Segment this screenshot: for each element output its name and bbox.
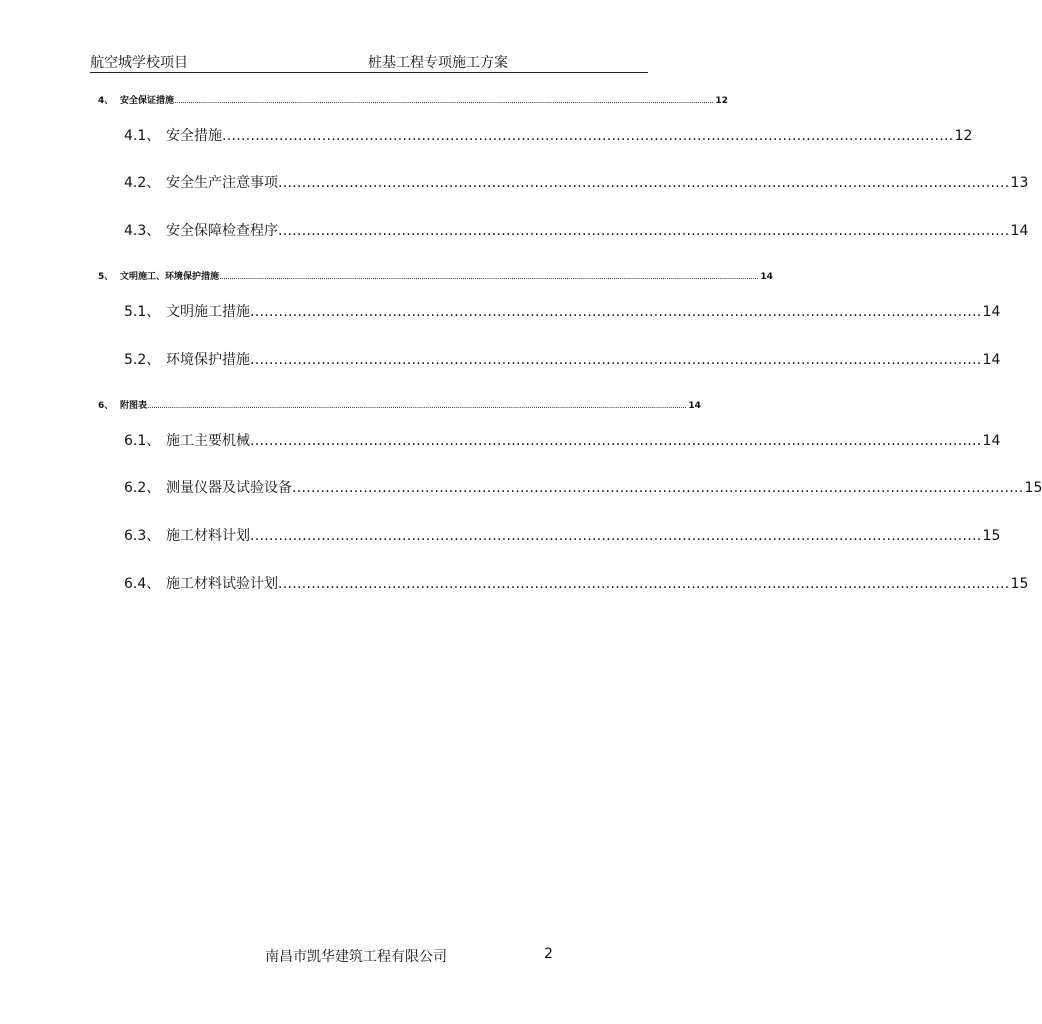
toc-page: 13 — [1010, 175, 1029, 191]
toc-number: 5.1、 — [124, 304, 161, 320]
toc-entry-4-1[interactable] — [124, 125, 973, 145]
toc-entry-6-3[interactable] — [124, 525, 1001, 545]
toc-entry-5-1[interactable] — [124, 301, 1001, 321]
toc-page: 14 — [982, 352, 1001, 368]
toc-section-6[interactable] — [98, 398, 701, 411]
toc-number: 6.3、 — [124, 528, 161, 544]
page-header — [90, 52, 648, 73]
toc-leader: .......................................................................................................................................................... — [250, 528, 982, 544]
toc-page: 14 — [982, 433, 1001, 449]
toc-number: 4.3、 — [124, 223, 161, 239]
toc-entry-6-2[interactable] — [124, 477, 1042, 497]
toc-page: 15 — [1024, 480, 1042, 496]
toc-leader: .......................................................................................................................................................... — [250, 433, 982, 449]
footer-page-number: 2 — [544, 946, 553, 962]
toc-title: 安全保证措施 — [120, 96, 175, 106]
toc-title: 测量仪器及试验设备 — [166, 480, 292, 496]
toc-page: 14 — [688, 401, 701, 411]
footer-company-name: 南昌市凯华建筑工程有限公司 — [265, 949, 447, 965]
toc-title: 文明施工措施 — [166, 304, 250, 320]
toc-title: 安全生产注意事项 — [166, 175, 278, 191]
toc-number: 4.1、 — [124, 128, 161, 144]
toc-number: 6.4、 — [124, 576, 161, 592]
toc-title: 安全保障检查程序 — [166, 223, 278, 239]
toc-leader: ........................................................................................................................................................................................................................................................................ — [219, 272, 759, 281]
toc-entry-6-1[interactable] — [124, 430, 1001, 450]
toc-page: 15 — [982, 528, 1001, 544]
toc-leader: ........................................................................................................................................................................................................................................................................ — [174, 96, 714, 105]
toc-leader: .......................................................................................................................................................... — [222, 128, 954, 144]
toc-number: 6.1、 — [124, 433, 161, 449]
toc-title: 施工材料试验计划 — [166, 576, 278, 592]
toc-title: 安全措施 — [166, 128, 222, 144]
toc-entry-6-4[interactable] — [124, 573, 1029, 593]
toc-page: 14 — [1010, 223, 1029, 239]
header-project-name: 航空城学校项目 — [90, 55, 188, 71]
toc-leader: .......................................................................................................................................................... — [250, 352, 982, 368]
toc-title: 环境保护措施 — [166, 352, 250, 368]
toc-number: 5.2、 — [124, 352, 161, 368]
toc-page: 12 — [715, 96, 728, 106]
toc-title: 文明施工、环境保护措施 — [120, 272, 220, 282]
toc-title: 附图表 — [120, 401, 148, 411]
toc-number: 5、 — [98, 272, 114, 282]
toc-number: 6.2、 — [124, 480, 161, 496]
toc-section-5[interactable] — [98, 269, 773, 282]
toc-entry-4-3[interactable] — [124, 220, 1029, 240]
toc-title: 施工材料计划 — [166, 528, 250, 544]
toc-page: 12 — [954, 128, 973, 144]
toc-number: 4.2、 — [124, 175, 161, 191]
toc-leader: .......................................................................................................................................................... — [278, 175, 1010, 191]
toc-leader: .......................................................................................................................................................... — [278, 223, 1010, 239]
toc-number: 6、 — [98, 401, 114, 411]
toc-leader: .......................................................................................................................................................... — [250, 304, 982, 320]
toc-entry-5-2[interactable] — [124, 349, 1001, 369]
toc-page: 14 — [982, 304, 1001, 320]
toc-leader: .......................................................................................................................................................... — [292, 480, 1024, 496]
toc-section-4[interactable] — [98, 93, 728, 106]
header-document-title: 桩基工程专项施工方案 — [368, 55, 508, 71]
toc-title: 施工主要机械 — [166, 433, 250, 449]
toc-leader: ........................................................................................................................................................................................................................................................................ — [147, 401, 687, 410]
toc-entry-4-2[interactable] — [124, 172, 1029, 192]
toc-leader: .......................................................................................................................................................... — [278, 576, 1010, 592]
toc-page: 15 — [1010, 576, 1029, 592]
toc-number: 4、 — [98, 96, 114, 106]
toc-page: 14 — [760, 272, 773, 282]
